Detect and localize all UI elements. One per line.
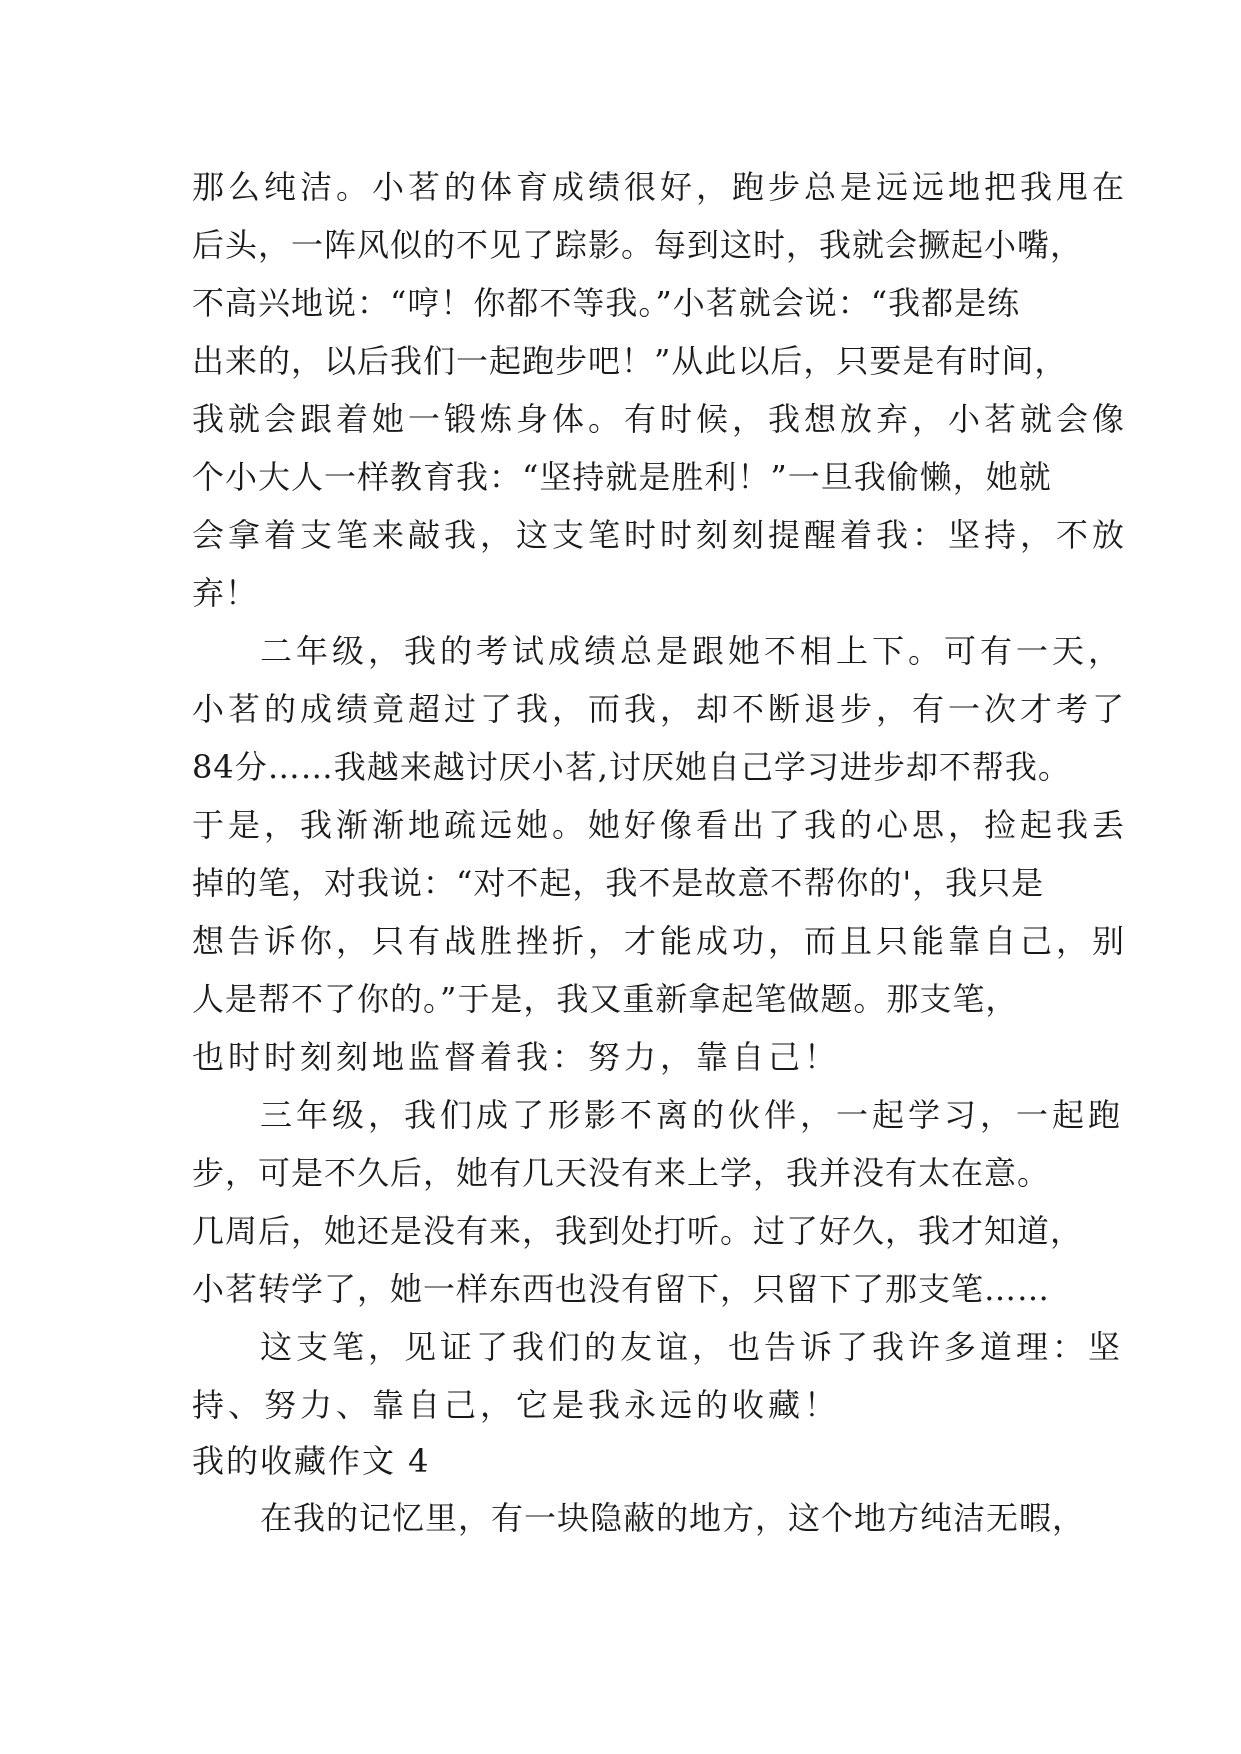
paragraph-line: 我就会跟着她一锻炼身体。有时候，我想放弃，小茗就会像 (192, 400, 1129, 438)
paragraph-line: 几周后，她还是没有来，我到处打听。过了好久，我才知道， (192, 1212, 1084, 1250)
paragraph-line: 二年级，我的考试成绩总是跟她不相上下。可有一天， (260, 632, 1125, 670)
paragraph-line: 小茗的成绩竟超过了我，而我，却不断退步，有一次才考了 (192, 690, 1129, 728)
paragraph-line: 那么纯洁。小茗的体育成绩很好，跑步总是远远地把我甩在 (192, 168, 1129, 206)
paragraph-line: 于是，我渐渐地疏远她。她好像看出了我的心思，捡起我丢 (192, 806, 1129, 844)
paragraph-line: 掉的笔，对我说：“对不起，我不是故意不帮你的'，我只是 (192, 864, 1045, 902)
paragraph-line: 会拿着支笔来敲我，这支笔时时刻刻提醒着我：坚持，不放 (192, 516, 1129, 554)
paragraph-line: 人是帮不了你的。”于是，我又重新拿起笔做题。那支笔， (192, 980, 1019, 1018)
paragraph-line: 弃！ (192, 574, 259, 612)
paragraph-line: 小茗转学了，她一样东西也没有留下，只留下了那支笔…… (192, 1270, 1051, 1308)
paragraph-line: 84分……我越来越讨厌小茗,讨厌她自己学习进步却不帮我。 (192, 748, 1071, 786)
paragraph-line: 三年级，我们成了形影不离的伙伴，一起学习，一起跑 (260, 1096, 1125, 1134)
paragraph-line: 持、努力、靠自己，它是我永远的收藏！ (192, 1386, 841, 1424)
paragraph-line: 后头，一阵风似的不见了踪影。每到这时，我就会撅起小嘴， (192, 226, 1084, 264)
essay-body (192, 158, 1129, 1547)
paragraph-line: 想告诉你，只有战胜挫折，才能成功，而且只能靠自己，别 (192, 922, 1129, 960)
paragraph-line: 也时时刻刻地监督着我：努力，靠自己！ (192, 1038, 841, 1076)
paragraph-line: 不高兴地说：“哼！你都不等我。”小茗就会说：“我都是练 (192, 284, 1021, 322)
paragraph-line: 在我的记忆里，有一块隐蔽的地方，这个地方纯洁无暇， (260, 1499, 1086, 1537)
paragraph-line: 个小大人一样教育我：“坚持就是胜利！”一旦我偷懒，她就 (192, 458, 1052, 496)
paragraph-line: 步，可是不久后，她有几天没有来上学，我并没有太在意。 (192, 1154, 1051, 1192)
paragraph-line: 出来的，以后我们一起跑步吧！”从此以后，只要是有时间， (192, 342, 1068, 380)
section-heading: 我的收藏作文 4 (192, 1442, 431, 1480)
paragraph-line: 这支笔，见证了我们的友谊，也告诉了我许多道理：坚 (260, 1328, 1125, 1366)
